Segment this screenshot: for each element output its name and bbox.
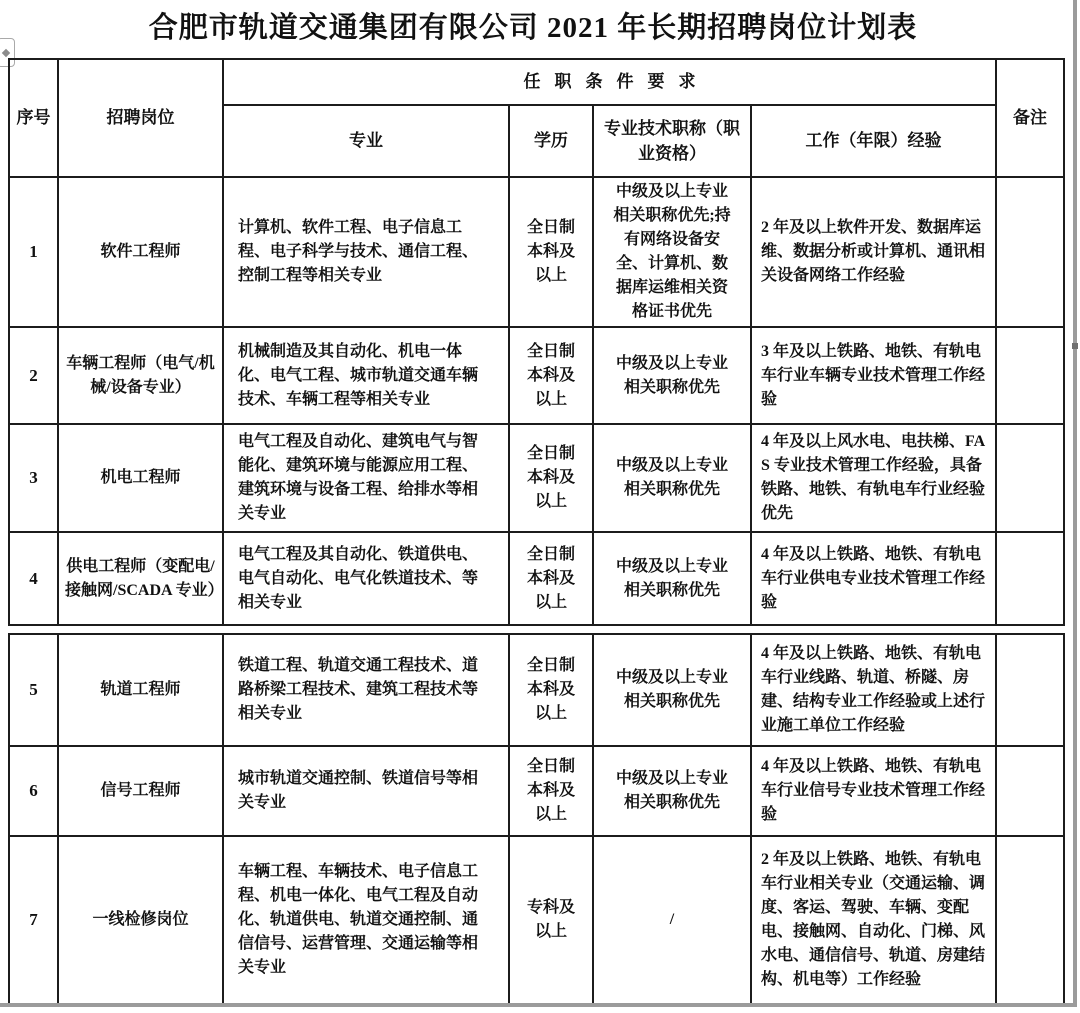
cell-major: 计算机、软件工程、电子信息工程、电子科学与技术、通信工程、控制工程等相关专业 xyxy=(223,177,509,327)
cell-experience: 2 年及以上软件开发、数据库运维、数据分析或计算机、通讯相关设备网络工作经验 xyxy=(751,177,996,327)
cell-position: 车辆工程师（电气/机械/设备专业） xyxy=(58,327,223,424)
page-title: 合肥市轨道交通集团有限公司 2021 年长期招聘岗位计划表 xyxy=(148,12,918,44)
cell-position: 轨道工程师 xyxy=(58,634,223,746)
cell-education: 全日制本科及以上 xyxy=(509,424,593,532)
cell-position: 供电工程师（变配电/接触网/SCADA 专业） xyxy=(58,532,223,625)
table-row xyxy=(9,532,1064,625)
table-row xyxy=(9,177,1064,327)
cell-experience: 2 年及以上铁路、地铁、有轨电车行业相关专业（交通运输、调度、客运、驾驶、车辆、变配电、接触网、自动化、门梯、风水电、通信信号、轨道、房建结构、机电等）工作经验 xyxy=(751,836,996,1004)
cell-serial: 2 xyxy=(9,327,58,424)
cell-pro-title: 中级及以上专业相关职称优先 xyxy=(593,746,751,836)
table-row xyxy=(9,327,1064,424)
header-requirements-group: 任职条件要求 xyxy=(223,59,996,105)
cell-experience: 4 年及以上铁路、地铁、有轨电车行业供电专业技术管理工作经验 xyxy=(751,532,996,625)
header-serial: 序号 xyxy=(9,59,58,177)
cell-major: 城市轨道交通控制、铁道信号等相关专业 xyxy=(223,746,509,836)
cell-experience: 4 年及以上铁路、地铁、有轨电车行业线路、轨道、桥隧、房建、结构专业工作经验或上述行业施工单位工作经验 xyxy=(751,634,996,746)
cell-remarks xyxy=(996,532,1064,625)
cell-major: 铁道工程、轨道交通工程技术、道路桥梁工程技术、建筑工程技术等相关专业 xyxy=(223,634,509,746)
cell-serial: 7 xyxy=(9,836,58,1004)
header-major: 专业 xyxy=(223,105,509,177)
table-row xyxy=(9,836,1064,1004)
cell-remarks xyxy=(996,634,1064,746)
recruitment-table-lower xyxy=(8,633,1065,1005)
cell-pro-title: 中级及以上专业相关职称优先 xyxy=(593,634,751,746)
cell-remarks xyxy=(996,327,1064,424)
cell-pro-title: 中级及以上专业相关职称优先;持有网络设备安全、计算机、数据库运维相关资格证书优先 xyxy=(593,177,751,327)
cell-remarks xyxy=(996,424,1064,532)
header-position: 招聘岗位 xyxy=(58,59,223,177)
header-remarks: 备注 xyxy=(996,59,1064,177)
cell-pro-title: / xyxy=(593,836,751,1004)
cell-education: 全日制本科及以上 xyxy=(509,177,593,327)
cell-serial: 4 xyxy=(9,532,58,625)
header-experience: 工作（年限）经验 xyxy=(751,105,996,177)
cell-education: 全日制本科及以上 xyxy=(509,634,593,746)
cell-experience: 4 年及以上铁路、地铁、有轨电车行业信号专业技术管理工作经验 xyxy=(751,746,996,836)
cell-education: 全日制本科及以上 xyxy=(509,746,593,836)
cell-experience: 3 年及以上铁路、地铁、有轨电车行业车辆专业技术管理工作经验 xyxy=(751,327,996,424)
cell-serial: 1 xyxy=(9,177,58,327)
cell-position: 信号工程师 xyxy=(58,746,223,836)
cell-major: 机械制造及其自动化、机电一体化、电气工程、城市轨道交通车辆技术、车辆工程等相关专业 xyxy=(223,327,509,424)
cell-major: 电气工程及自动化、建筑电气与智能化、建筑环境与能源应用工程、建筑环境与设备工程、给排水等相关专业 xyxy=(223,424,509,532)
scrollbar-thumb[interactable] xyxy=(1072,343,1078,349)
handle-dot-icon xyxy=(2,48,10,56)
cell-education: 全日制本科及以上 xyxy=(509,327,593,424)
cell-education: 全日制本科及以上 xyxy=(509,532,593,625)
cell-pro-title: 中级及以上专业相关职称优先 xyxy=(593,532,751,625)
cell-position: 机电工程师 xyxy=(58,424,223,532)
cell-pro-title: 中级及以上专业相关职称优先 xyxy=(593,424,751,532)
cell-experience: 4 年及以上风水电、电扶梯、FAS 专业技术管理工作经验，具备铁路、地铁、有轨电车行业经验优先 xyxy=(751,424,996,532)
cell-position: 一线检修岗位 xyxy=(58,836,223,1004)
cell-major: 电气工程及其自动化、铁道供电、电气自动化、电气化铁道技术、等相关专业 xyxy=(223,532,509,625)
cell-serial: 3 xyxy=(9,424,58,532)
cell-serial: 5 xyxy=(9,634,58,746)
table-header-row-1 xyxy=(9,59,1064,105)
cell-remarks xyxy=(996,746,1064,836)
recruitment-table-upper xyxy=(8,58,1065,626)
cell-education: 专科及以上 xyxy=(509,836,593,1004)
page-right-edge xyxy=(1073,0,1077,1007)
page-bottom-edge xyxy=(0,1003,1077,1007)
header-pro-title: 专业技术职称（职业资格） xyxy=(593,105,751,177)
cell-remarks xyxy=(996,836,1064,1004)
table-row xyxy=(9,746,1064,836)
cell-major: 车辆工程、车辆技术、电子信息工程、机电一体化、电气工程及自动化、轨道供电、轨道交通控制、通信信号、运营管理、交通运输等相关专业 xyxy=(223,836,509,1004)
table-row xyxy=(9,424,1064,532)
cell-pro-title: 中级及以上专业相关职称优先 xyxy=(593,327,751,424)
cell-remarks xyxy=(996,177,1064,327)
cell-position: 软件工程师 xyxy=(58,177,223,327)
cell-serial: 6 xyxy=(9,746,58,836)
table-row xyxy=(9,634,1064,746)
header-education: 学历 xyxy=(509,105,593,177)
